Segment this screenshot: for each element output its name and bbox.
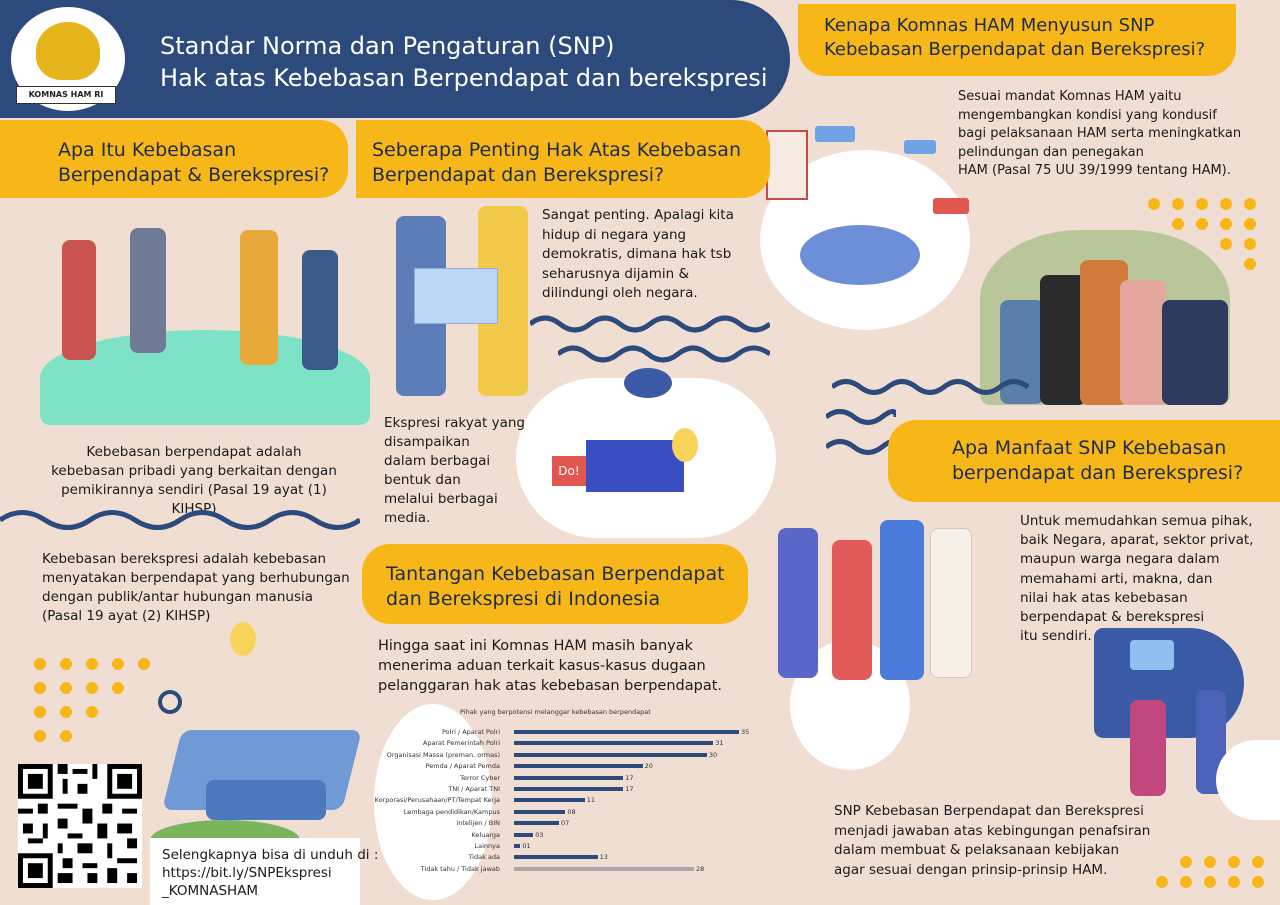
dancing-person-illustration	[240, 230, 278, 365]
tantangan-text	[378, 636, 722, 696]
chart-bar	[514, 798, 585, 802]
decor-dot	[1220, 238, 1232, 250]
chart-row	[370, 751, 760, 762]
decor-dot	[1220, 198, 1232, 210]
chart-row	[370, 796, 760, 807]
cheering-person-illustration	[930, 528, 972, 678]
decor-dot	[1180, 876, 1192, 888]
manfaat-heading-line-1: Apa Manfaat SNP Kebebasan	[952, 437, 1227, 459]
decor-wave	[826, 406, 896, 428]
decor-dot	[1244, 258, 1256, 270]
ekspresi-text-line-3: dalam berbagai	[384, 453, 491, 469]
decor-wave	[832, 376, 1032, 398]
penting-heading-line-1: Seberapa Penting Hak Atas Kebebasan	[372, 139, 741, 161]
definition-2-line-1: Kebebasan berekspresi adalah kebebasan	[42, 551, 327, 567]
penting-heading-line-2: Berpendapat dan Berekspresi?	[372, 164, 665, 186]
decor-dot	[60, 706, 72, 718]
speech-bubble-icon	[1130, 640, 1174, 670]
decor-dot	[138, 658, 150, 670]
chart-value-label: 20	[644, 762, 653, 771]
ekspresi-text-line-5: melalui berbagai	[384, 491, 498, 507]
definition-1-line-2: kebebasan pribadi yang berkaitan dengan	[51, 463, 337, 479]
presentation-board-illustration	[586, 440, 684, 492]
chart-category-label: Lembaga pendidikan/Kampus	[403, 807, 500, 816]
decor-dot	[60, 658, 72, 670]
crowd-person-illustration	[1120, 280, 1166, 405]
chart-row	[370, 808, 760, 819]
apa-itu-heading-line-2: Berpendapat & Berekspresi?	[58, 164, 330, 186]
cheering-person-illustration	[778, 528, 818, 678]
manfaat-text-line-4: memahami arti, makna, dan	[1020, 570, 1213, 587]
decor-blob	[1216, 740, 1280, 820]
decor-wave	[826, 436, 896, 458]
tantangan-heading-line-2: dan Berekspresi di Indonesia	[386, 588, 661, 610]
download-link[interactable]	[162, 846, 378, 900]
decor-dot	[86, 682, 98, 694]
meeting-table-illustration	[800, 225, 920, 285]
decor-dot	[1204, 876, 1216, 888]
definition-1-line-1: Kebebasan berpendapat adalah	[86, 444, 302, 460]
decor-dot	[60, 682, 72, 694]
chart-value-label: 17	[625, 785, 634, 793]
lightbulb-icon	[230, 622, 256, 656]
chart-category-label: TNI / Aparat TNI	[448, 785, 500, 793]
puzzle-illustration	[206, 780, 326, 820]
speech-bubble-icon	[624, 368, 672, 398]
decor-wave	[530, 312, 770, 336]
chart-value-label: 11	[586, 796, 595, 805]
chart-bar	[514, 867, 694, 871]
closing-text-line-4: agar sesuai dengan prinsip-prinsip HAM.	[834, 861, 1108, 878]
chart-row	[370, 762, 760, 773]
cheering-person-illustration	[832, 540, 872, 680]
chart-bar	[514, 753, 707, 757]
definition-2-line-3: dengan publik/antar hubungan manusia	[42, 589, 313, 605]
lightbulb-icon	[672, 428, 698, 462]
chart-bar	[514, 855, 598, 859]
kenapa-text-line-1: Sesuai mandat Komnas HAM yaitu	[958, 89, 1182, 104]
qr-code-icon	[18, 764, 142, 888]
chart-row	[370, 728, 760, 739]
dancing-person-illustration	[62, 240, 96, 360]
decor-dot	[34, 658, 46, 670]
ekspresi-text-line-6: media.	[384, 510, 431, 526]
closing-text-line-2: menjadi jawaban atas kebingungan penafsiran	[834, 822, 1151, 839]
apa-itu-heading	[58, 138, 329, 188]
chart-value-label: 01	[522, 842, 531, 850]
speech-bubble-icon	[933, 198, 969, 214]
chart-category-label: Organisasi Massa (preman, ormas)	[386, 750, 500, 759]
chart-value-label: 07	[561, 819, 570, 828]
chart-category-label: Polri / Aparat Polri	[441, 728, 500, 736]
apa-itu-heading-line-1: Apa Itu Kebebasan	[58, 139, 237, 161]
flipchart-illustration	[766, 130, 808, 200]
chart-bar	[514, 741, 713, 745]
ekspresi-text-line-4: bentuk dan	[384, 472, 461, 488]
chart-bar	[514, 730, 739, 734]
chart-row	[370, 853, 760, 864]
decor-dot	[1228, 876, 1240, 888]
tantangan-text-line-2: menerima aduan terkait kasus-kasus dugaan	[378, 658, 706, 674]
tantangan-heading	[386, 562, 725, 612]
penting-heading	[372, 138, 741, 188]
decor-dot	[1156, 876, 1168, 888]
chart-value-label: 28	[696, 864, 705, 873]
title-line-1: Standar Norma dan Pengaturan (SNP)	[160, 32, 615, 60]
manfaat-heading-line-2: berpendapat dan Berekspresi?	[952, 462, 1244, 484]
crowd-person-illustration	[1162, 300, 1228, 405]
download-url-line-2[interactable]: _KOMNASHAM	[162, 883, 259, 899]
decor-dot	[112, 682, 124, 694]
manfaat-text-line-6: berpendapat & berekspresi	[1020, 609, 1205, 626]
decor-dot	[1196, 198, 1208, 210]
decor-dot	[112, 658, 124, 670]
chart-value-label: 30	[708, 750, 718, 759]
chart-value-label: 13	[599, 853, 608, 862]
ekspresi-text-line-1: Ekspresi rakyat yang	[384, 415, 525, 431]
kenapa-text-line-5: HAM (Pasal 75 UU 39/1999 tentang HAM).	[958, 163, 1231, 178]
decor-dot	[34, 730, 46, 742]
chart-value-label: 35	[741, 728, 750, 736]
closing-text-line-3: dalam membuat & pelaksanaan kebijakan	[834, 842, 1120, 858]
kenapa-text-line-2: mengembangkan kondisi yang kondusif	[958, 107, 1217, 123]
speech-bubble-icon	[904, 140, 936, 154]
chart-bar	[514, 776, 623, 780]
ekspresi-text-line-2: disampaikan	[384, 434, 470, 450]
decor-dot	[1172, 198, 1184, 210]
penting-text-line-1: Sangat penting. Apalagi kita	[542, 207, 734, 223]
decor-dot	[1204, 856, 1216, 868]
decor-dot	[1148, 198, 1160, 210]
chart-row	[370, 819, 760, 830]
chart-category-label: Terror Cyber	[460, 773, 500, 782]
manfaat-text	[1020, 512, 1253, 646]
chart-category-label: Keluarga	[471, 830, 500, 839]
manfaat-text-line-5: nilai hak atas kebebasan	[1020, 589, 1188, 606]
decor-dot	[1228, 856, 1240, 868]
definition-2-line-2: menyatakan berpendapat yang berhubungan	[42, 570, 350, 586]
kenapa-text-line-4: pelindungan dan penegakan	[958, 144, 1144, 160]
manfaat-text-line-1: Untuk memudahkan semua pihak,	[1020, 513, 1253, 529]
person-with-megaphone-illustration	[1130, 700, 1166, 796]
chart-bar	[514, 764, 643, 768]
garuda-emblem-icon	[36, 22, 100, 80]
qr-code[interactable]	[18, 764, 142, 888]
tantangan-text-line-1: Hingga saat ini Komnas HAM masih banyak	[378, 638, 693, 654]
kenapa-heading	[824, 14, 1205, 62]
download-url-line-1[interactable]: https://bit.ly/SNPEkspresi	[162, 865, 332, 881]
magnifier-icon	[158, 690, 182, 714]
penting-text-line-5: dilindungi oleh negara.	[542, 285, 698, 301]
closing-text-line-1: SNP Kebebasan Berpendapat dan Berekspresi	[834, 803, 1144, 819]
decor-dot	[1196, 218, 1208, 230]
chart-category-label: Tidak ada	[468, 853, 500, 862]
tantangan-heading-line-1: Tantangan Kebebasan Berpendapat	[386, 563, 725, 585]
chart-category-label: Pemda / Aparat Pemda	[425, 762, 500, 771]
kenapa-heading-line-1: Kenapa Komnas HAM Menyusun SNP	[824, 15, 1155, 36]
chart-category-label: Korporasi/Perusahaan/PT/Tempat Kerja	[374, 796, 500, 805]
definition-1-line-3: pemikirannya sendiri (Pasal 19 ayat (1) KIHSP)	[61, 482, 327, 517]
penting-text-line-4: seharusnya dijamin &	[542, 265, 690, 282]
decor-dot	[1180, 856, 1192, 868]
decor-dot	[86, 706, 98, 718]
logo-caption: KOMNAS HAM RI	[16, 86, 116, 104]
chart-bar	[514, 810, 565, 814]
decor-wave	[558, 342, 770, 366]
chart-row	[370, 785, 760, 796]
manfaat-text-line-7: itu sendiri.	[1020, 628, 1092, 645]
chart-title: Pihak yang berpotensi melanggar kebebasan berpendapat	[460, 708, 651, 716]
dancing-person-illustration	[130, 228, 166, 353]
kenapa-text-line-3: bagi pelaksanaan HAM serta meningkatkan	[958, 126, 1242, 141]
chart-bar	[514, 787, 623, 791]
decor-dot	[1252, 856, 1264, 868]
chart-row	[370, 831, 760, 842]
manfaat-text-line-2: baik Negara, aparat, sektor privat,	[1020, 532, 1254, 549]
decor-dot	[60, 730, 72, 742]
title-line-2: Hak atas Kebebasan Berpendapat dan berekspresi	[160, 64, 768, 92]
decor-dot	[1252, 876, 1264, 888]
decor-dot	[1244, 218, 1256, 230]
chart-row	[370, 842, 760, 853]
chart-row	[370, 739, 760, 750]
chart-row	[370, 865, 760, 876]
manfaat-text-line-3: maupun warga negara dalam	[1020, 551, 1220, 568]
kebebasan-berekspresi-definition	[42, 550, 350, 626]
decor-dot	[1172, 218, 1184, 230]
decor-dot	[86, 658, 98, 670]
cheering-person-illustration	[880, 520, 924, 680]
penting-text	[542, 206, 734, 304]
definition-2-line-4: (Pasal 19 ayat (2) KIHSP)	[42, 608, 211, 624]
kenapa-text	[958, 88, 1241, 181]
blank-sign-illustration	[414, 268, 498, 324]
chart-bar	[514, 821, 559, 825]
penting-text-line-2: hidup di negara yang	[542, 226, 687, 243]
chart-bar	[514, 833, 533, 837]
chart-value-label: 17	[625, 773, 634, 782]
chart-category-label: intelijen / BIN	[456, 819, 500, 828]
chart-category-label: Lainnya	[474, 842, 500, 850]
do-sign: Do!	[552, 456, 586, 486]
download-caption: Selengkapnya bisa di unduh di :	[162, 847, 379, 863]
chart-category-label: Tidak tahu / Tidak jawab	[420, 864, 500, 873]
decor-dot	[34, 706, 46, 718]
decor-dot	[1244, 198, 1256, 210]
kenapa-heading-line-2: Kebebasan Berpendapat dan Berekspresi?	[824, 39, 1206, 60]
decor-wave	[0, 505, 360, 535]
chart-value-label: 08	[567, 807, 576, 816]
decor-dot	[1220, 218, 1232, 230]
chart-category-label: Aparat Pemerintah Polri	[422, 739, 500, 748]
ekspresi-text	[384, 414, 525, 528]
speech-bubble-icon	[815, 126, 855, 142]
page-title	[160, 30, 768, 94]
chart-value-label: 31	[715, 739, 724, 748]
chart-row	[370, 774, 760, 785]
decor-dot	[1244, 238, 1256, 250]
manfaat-heading	[952, 436, 1243, 486]
closing-text	[834, 802, 1150, 880]
penting-text-line-3: demokratis, dimana hak tsb	[542, 246, 732, 262]
dancing-person-illustration	[302, 250, 338, 370]
chart-bar	[514, 844, 520, 848]
decor-dot	[34, 682, 46, 694]
chart-value-label: 03	[535, 830, 544, 839]
tantangan-text-line-3: pelanggaran hak atas kebebasan berpendapat.	[378, 678, 722, 694]
